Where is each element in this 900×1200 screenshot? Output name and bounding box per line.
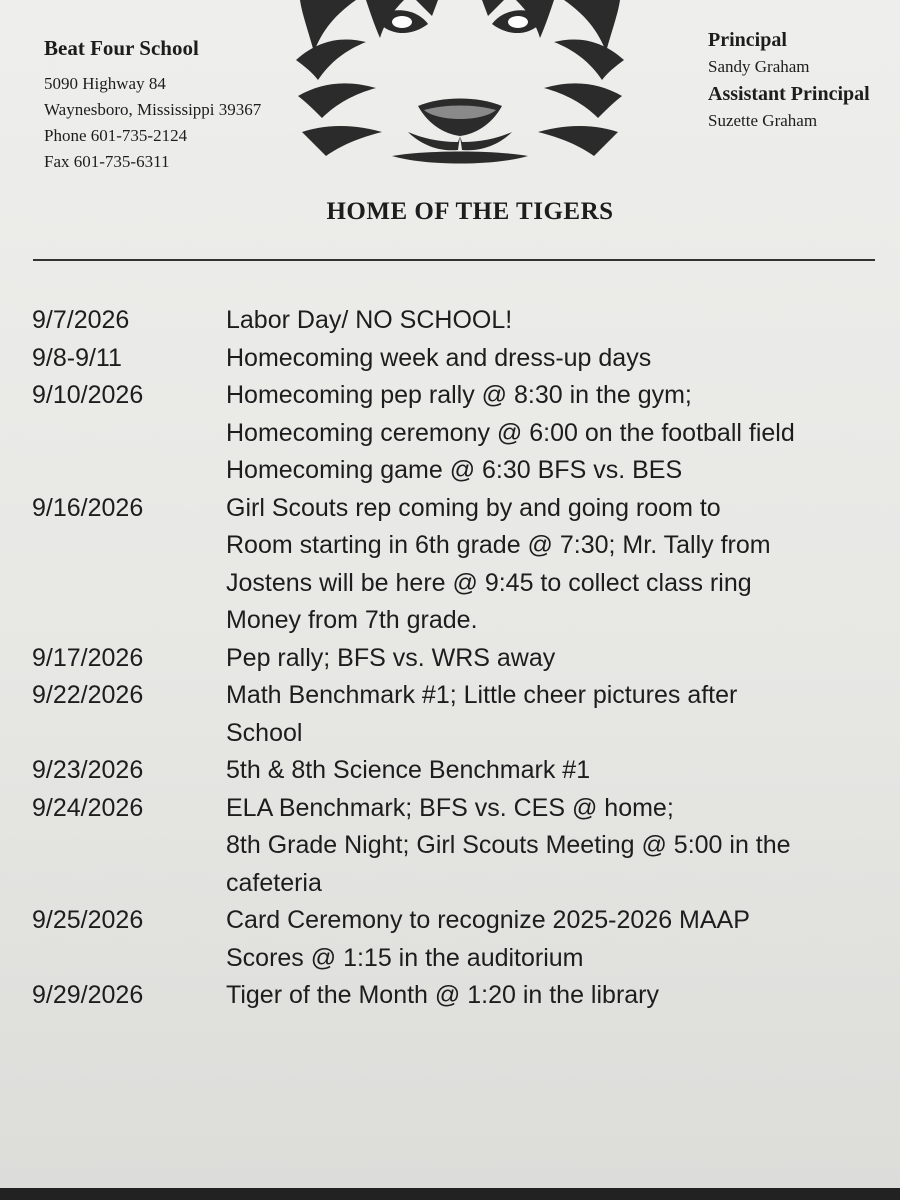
event-description-line: cafeteria — [226, 868, 322, 897]
event-row — [0, 377, 900, 490]
event-date: 9/16/2026 — [32, 493, 144, 522]
admin-name: Sandy Graham — [708, 57, 810, 76]
event-row — [0, 977, 900, 1015]
event-description-line: Card Ceremony to recognize 2025-2026 MAAP — [226, 906, 750, 934]
event-row — [0, 677, 900, 752]
event-description-line: ELA Benchmark; BFS vs. CES @ home; — [226, 793, 674, 822]
event-description-line: Labor Day/ NO SCHOOL! — [226, 306, 513, 334]
school-info — [44, 36, 261, 175]
event-description-line: Room starting in 6th grade @ 7:30; Mr. Tally from — [226, 531, 771, 559]
tiger-face-icon — [296, 0, 624, 178]
event-description — [226, 790, 900, 903]
event-description — [226, 902, 900, 977]
event-description-line: Money from 7th grade. — [226, 606, 478, 634]
event-description-line: 8th Grade Night; Girl Scouts Meeting @ 5:00 in the — [226, 831, 791, 859]
school-address-line: 5090 Highway 84 — [44, 74, 166, 93]
event-description-line: Homecoming week and dress-up days — [226, 343, 652, 372]
event-description-line: Pep rally; BFS vs. WRS away — [226, 643, 556, 672]
event-row — [0, 790, 900, 903]
event-description — [226, 752, 900, 790]
event-description-line: Homecoming pep rally @ 8:30 in the gym; — [226, 381, 692, 409]
event-description-line: Math Benchmark #1; Little cheer pictures after — [226, 681, 738, 709]
event-description — [226, 977, 900, 1015]
school-motto: HOME OF THE TIGERS — [326, 198, 614, 225]
event-description-line: 5th & 8th Science Benchmark #1 — [226, 756, 591, 784]
school-phone: Phone 601-735-2124 — [44, 126, 188, 145]
event-row — [0, 340, 900, 378]
admin-name: Suzette Graham — [708, 111, 818, 130]
event-description-line: Homecoming ceremony @ 6:00 on the football field — [226, 418, 795, 447]
event-row — [0, 902, 900, 977]
event-row — [0, 640, 900, 678]
school-fax: Fax 601-735-6311 — [44, 152, 170, 171]
event-date: 9/10/2026 — [32, 381, 144, 409]
event-date: 9/29/2026 — [32, 981, 144, 1009]
event-description — [226, 340, 900, 378]
school-address-line: Waynesboro, Mississippi 39367 — [44, 100, 262, 119]
event-description — [226, 490, 900, 640]
event-description — [226, 302, 900, 340]
event-date: 9/25/2026 — [32, 906, 144, 934]
event-date: 9/24/2026 — [32, 793, 144, 822]
admin-role: Assistant Principal — [708, 83, 870, 105]
event-description-line: Homecoming game @ 6:30 BFS vs. BES — [226, 456, 683, 484]
event-description-line: School — [226, 718, 303, 747]
event-row — [0, 490, 900, 640]
administration-info — [708, 26, 870, 134]
event-row — [0, 752, 900, 790]
event-description-line: Scores @ 1:15 in the auditorium — [226, 943, 584, 972]
event-description — [226, 640, 900, 678]
keyboard-edge — [0, 1188, 900, 1200]
event-description — [226, 677, 900, 752]
event-row — [0, 302, 900, 340]
event-description-line: Jostens will be here @ 9:45 to collect class ring — [226, 568, 752, 597]
admin-role: Principal — [708, 29, 787, 51]
event-date: 9/23/2026 — [32, 756, 144, 784]
header-divider — [33, 259, 875, 261]
event-description-line: Tiger of the Month @ 1:20 in the library — [226, 981, 659, 1009]
event-description-line: Girl Scouts rep coming by and going room to — [226, 493, 721, 522]
event-description — [226, 377, 900, 490]
event-date: 9/22/2026 — [32, 681, 144, 709]
event-date: 9/17/2026 — [32, 643, 144, 672]
school-name: Beat Four School — [44, 36, 199, 60]
events-list — [0, 302, 900, 1015]
event-date: 9/7/2026 — [32, 306, 130, 334]
event-date: 9/8-9/11 — [32, 343, 122, 372]
